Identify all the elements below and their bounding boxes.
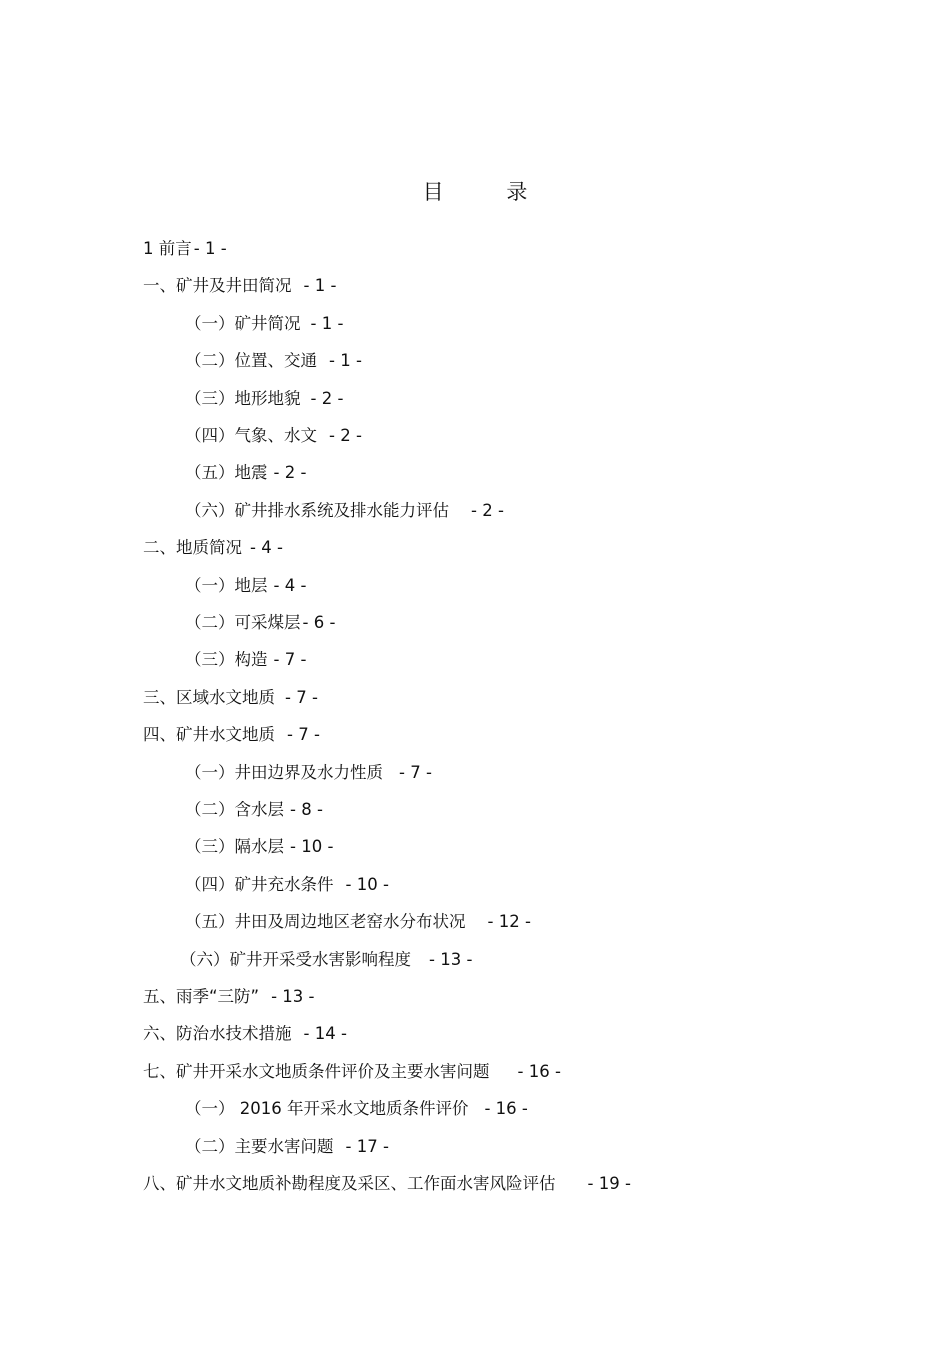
toc-entry-title: 三、区域水文地质 <box>143 687 275 707</box>
toc-entry-page: - 7 - <box>273 650 307 670</box>
toc-entry-page: - 7 - <box>399 762 432 782</box>
toc-entry-title: （五）井田及周边地区老窑水分布状况 <box>185 912 466 932</box>
toc-entry[interactable] <box>185 1132 389 1162</box>
toc-entry-title: （三）地形地貌 <box>185 388 301 408</box>
toc-entry-page: - 16 - <box>517 1061 561 1081</box>
toc-entry-title: 五、雨季“三防” <box>143 987 260 1006</box>
toc-entry-title: （四）矿井充水条件 <box>185 874 334 894</box>
toc-entry-title: （一）井田边界及水力性质 <box>185 762 383 782</box>
toc-entry-title: 八、矿井水文地质补勘程度及采区、工作面水害风险评估 <box>143 1174 556 1193</box>
toc-entry[interactable] <box>185 645 306 675</box>
toc-entry[interactable] <box>185 608 335 638</box>
toc-entry-page: - 2 - <box>329 426 362 445</box>
toc-entry[interactable] <box>143 1169 631 1199</box>
toc-entry-page: - 14 - <box>303 1024 347 1044</box>
toc-entry[interactable] <box>143 271 336 301</box>
toc-entry-title: （五）地震 <box>185 463 268 483</box>
toc-entry-page: - 1 - <box>193 239 227 258</box>
toc-entry[interactable] <box>143 982 315 1012</box>
toc-entry[interactable] <box>143 1019 347 1049</box>
toc-entry-page: - 12 - <box>487 912 531 932</box>
toc-entry-page: - 17 - <box>345 1136 389 1156</box>
toc-entry-page: - 1 - <box>329 351 362 371</box>
toc-entry-page: - 13 - <box>429 949 473 969</box>
toc-entry-page: - 2 - <box>273 463 307 483</box>
toc-entry-page: - 4 - <box>273 575 307 595</box>
toc-entry[interactable] <box>143 720 320 750</box>
toc-entry-title: （一） 2016 年开采水文地质条件评价 <box>185 1099 469 1119</box>
toc-entry-title: （六）矿井排水系统及排水能力评估 <box>185 500 449 520</box>
toc-entry-title: 二、地质简况 <box>143 538 242 558</box>
toc-entry-page: - 2 - <box>310 388 344 408</box>
toc-entry[interactable] <box>185 346 362 376</box>
toc-entry-page: - 2 - <box>471 500 504 520</box>
toc-entry-title: （一）地层 <box>185 575 268 595</box>
toc-entry-title: （二）可采煤层 <box>185 613 301 632</box>
toc-entry-title: 四、矿井水文地质 <box>143 725 275 745</box>
toc-entry-title: 六、防治水技术措施 <box>143 1024 292 1044</box>
toc-entry-title: （六）矿井开采受水害影响程度 <box>180 949 411 969</box>
toc-entry[interactable] <box>143 533 283 563</box>
page-title: 目 录 <box>422 180 556 204</box>
toc-entry-page: - 8 - <box>290 800 323 819</box>
toc-entry[interactable] <box>143 683 318 713</box>
toc-entry[interactable] <box>185 384 343 414</box>
toc-entry-title: （一）矿井简况 <box>185 313 301 333</box>
toc-entry[interactable] <box>185 795 323 825</box>
toc-entry-title: （二）主要水害问题 <box>185 1136 334 1156</box>
toc-entry-title: （二）含水层 <box>185 800 284 819</box>
toc-entry[interactable] <box>185 458 306 488</box>
toc-entry-page: - 16 - <box>484 1099 528 1119</box>
toc-entry-title: 七、矿井开采水文地质条件评价及主要水害问题 <box>143 1061 490 1081</box>
toc-entry-page: - 13 - <box>271 987 315 1006</box>
toc-entry-page: - 6 - <box>302 613 336 632</box>
toc-entry[interactable] <box>185 496 504 526</box>
toc-entry-title: （四）气象、水文 <box>185 426 317 445</box>
toc-entry[interactable] <box>185 907 531 937</box>
toc-entry[interactable] <box>185 421 362 451</box>
toc-entry[interactable] <box>143 234 227 264</box>
toc-entry[interactable] <box>143 1057 561 1087</box>
toc-entry-page: - 19 - <box>587 1174 631 1193</box>
toc-entry-title: （三）构造 <box>185 650 268 670</box>
toc-entry[interactable] <box>185 758 432 788</box>
toc-entry-title: 一、矿井及井田简况 <box>143 276 292 296</box>
toc-entry-title: （三）隔水层 <box>185 837 284 857</box>
toc-entry[interactable] <box>185 1094 528 1124</box>
toc-entry-title: （二）位置、交通 <box>185 351 317 371</box>
toc-entry-page: - 7 - <box>285 687 318 707</box>
toc-entry[interactable] <box>185 571 306 601</box>
toc-entry-page: - 7 - <box>287 725 320 745</box>
toc-entry-page: - 1 - <box>303 276 337 296</box>
toc-entry-title: 1 前言 <box>143 239 192 258</box>
toc-entry[interactable] <box>185 832 333 862</box>
toc-entry[interactable] <box>185 309 343 339</box>
toc-entry[interactable] <box>185 870 389 900</box>
toc-entry[interactable] <box>180 945 472 975</box>
toc-entry-page: - 10 - <box>290 837 334 857</box>
toc-entry-page: - 10 - <box>345 874 389 894</box>
toc-entry-page: - 1 - <box>310 313 344 333</box>
toc-entry-page: - 4 - <box>250 538 283 558</box>
